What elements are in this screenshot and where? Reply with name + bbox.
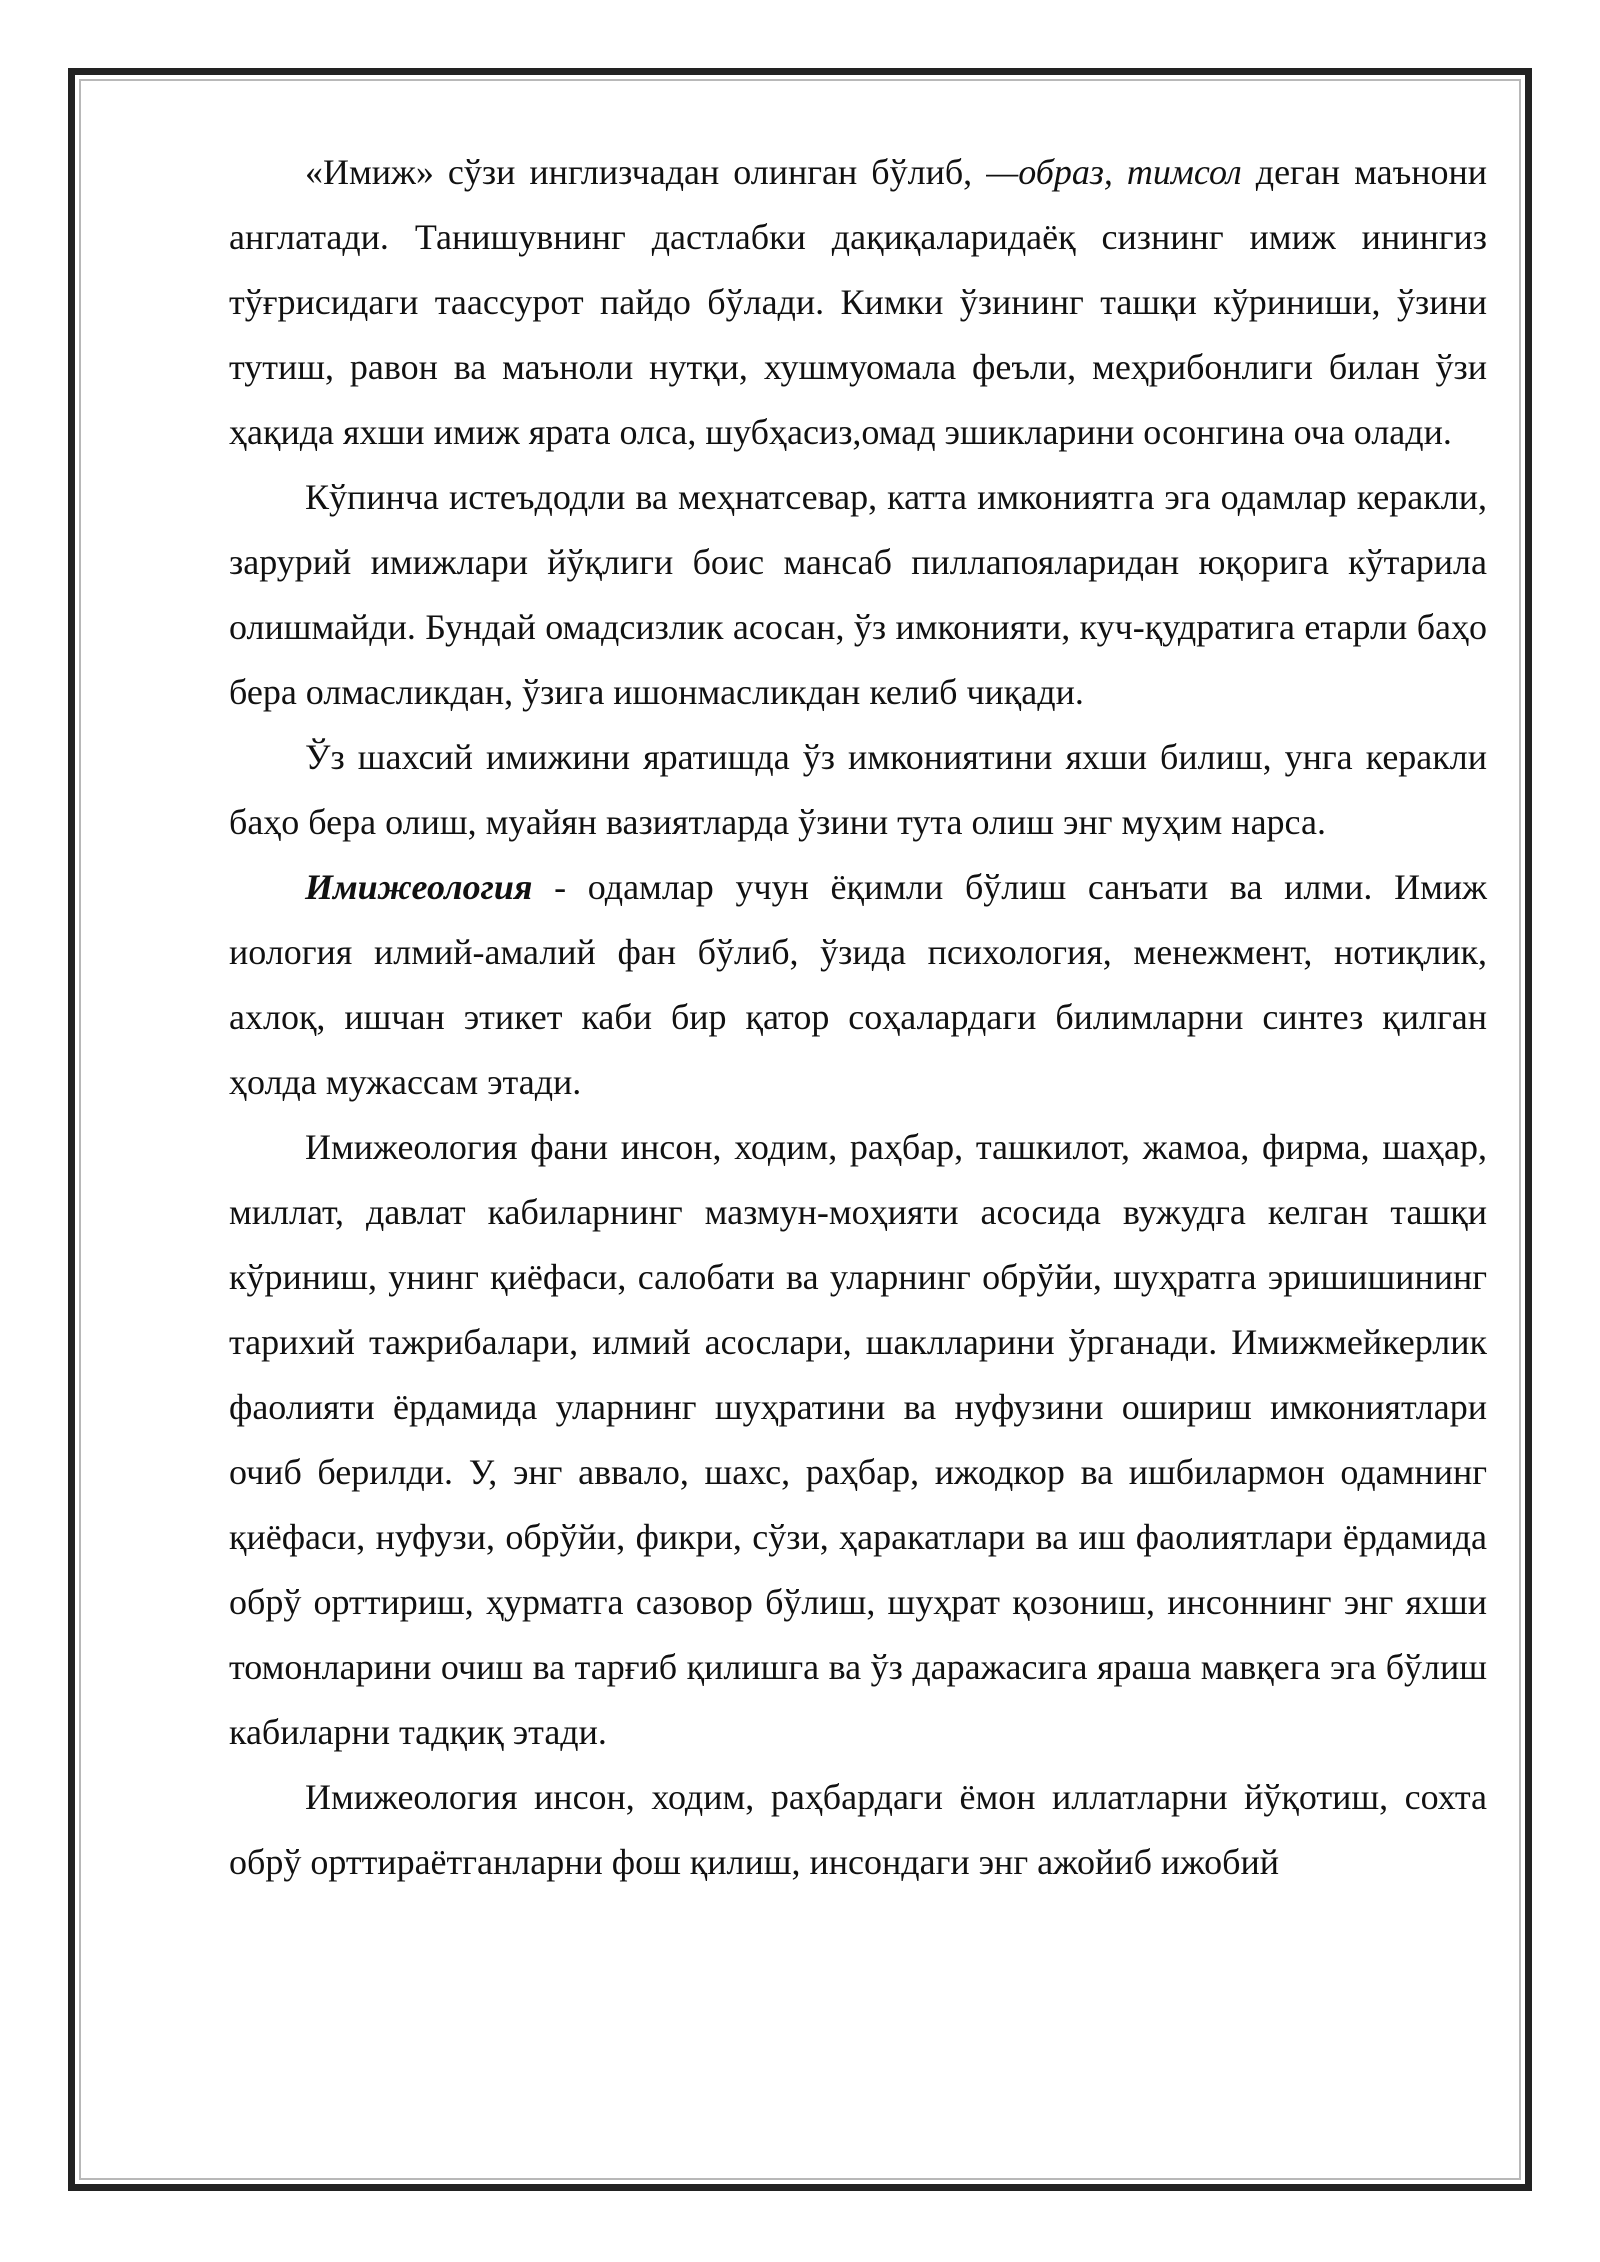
document-body <box>229 140 1487 1895</box>
italic-phrase: —образ, тимсол <box>986 152 1242 192</box>
paragraph-text: «Имиж» сўзи инглизчадан олинган бўлиб, <box>305 152 987 192</box>
paragraph-text: - одамлар учун ёқимли бўлиш санъати ва илми. Имиж иология илмий-амалий фан бўлиб, ўзида психология, менежмент, нотиқлик, ахлоқ, ишчан этикет каби бир қатор соҳалардаги билимларни синтез қилган ҳолда мужассам этади. <box>229 867 1487 1102</box>
paragraph-imageology-subject: Имижеология фани инсон, ходим, раҳбар, ташкилот, жамоа, фирма, шаҳар, миллат, давлат кабиларнинг мазмун-моҳияти асосида вужудга келган ташқи кўриниш, унинг қиёфаси, салобати ва уларнинг обрўйи, шуҳратга эришишининг тарихий тажрибалари, илмий асослари, шаклларини ўрганади. Имижмейкерлик фаолияти ёрдамида уларнинг шуҳратини ва нуфузини ошириш имкониятлари очиб берилди. У, энг аввало, шахс, раҳбар, ижодкор ва ишбилармон одамнинг қиёфаси, нуфузи, обрўйи, фикри, сўзи, ҳаракатлари ва иш фаолиятлари ёрдамида обрў орттириш, ҳурматга сазовор бўлиш, шуҳрат қозониш, инсоннинг энг яхши томонларини очиш ва тарғиб қилишга ва ўз даражасига яраша мавқега эга бўлиш кабиларни тадқиқ этади. <box>229 1127 1487 1752</box>
paragraph-talented-people: Кўпинча истеъдодли ва меҳнатсевар, катта имкониятга эга одамлар керакли, зарурий имижлари йўқлиги боис мансаб пиллапояларидан юқорига кўтарила олишмайди. Бундай омадсизлик асосан, ўз имконияти, куч-қудратига етарли баҳо бера олмасликдан, ўзига ишонмасликдан келиб чиқади. <box>229 477 1487 712</box>
paragraph-personal-image: Ўз шахсий имижини яратишда ўз имкониятини яхши билиш, унга керакли баҳо бера олиш, муайян вазиятларда ўзини тута олиш энг муҳим нарса. <box>229 737 1487 842</box>
term-imageology: Имижеология <box>305 867 533 907</box>
paragraph-image-definition <box>229 140 1487 465</box>
paragraph-imageology-definition <box>229 855 1487 1115</box>
paragraph-text: деган маънони англатади. Танишувнинг дастлабки дақиқаларидаёқ сизнинг имиж инингиз тўғрисидаги таассурот пайдо бўлади. Кимки ўзининг ташқи кўриниши, ўзини тутиш, равон ва маъноли нутқи, хушмуомала феъли, меҳрибонлиги билан ўзи ҳақида яхши имиж ярата олса, шубҳасиз,омад эшикларини осонгина оча олади. <box>229 152 1488 452</box>
paragraph-imageology-tasks: Имижеология инсон, ходим, раҳбардаги ёмон иллатларни йўқотиш, сохта обрў орттираётганларни фош қилиш, инсондаги энг ажойиб ижобий <box>229 1777 1487 1882</box>
